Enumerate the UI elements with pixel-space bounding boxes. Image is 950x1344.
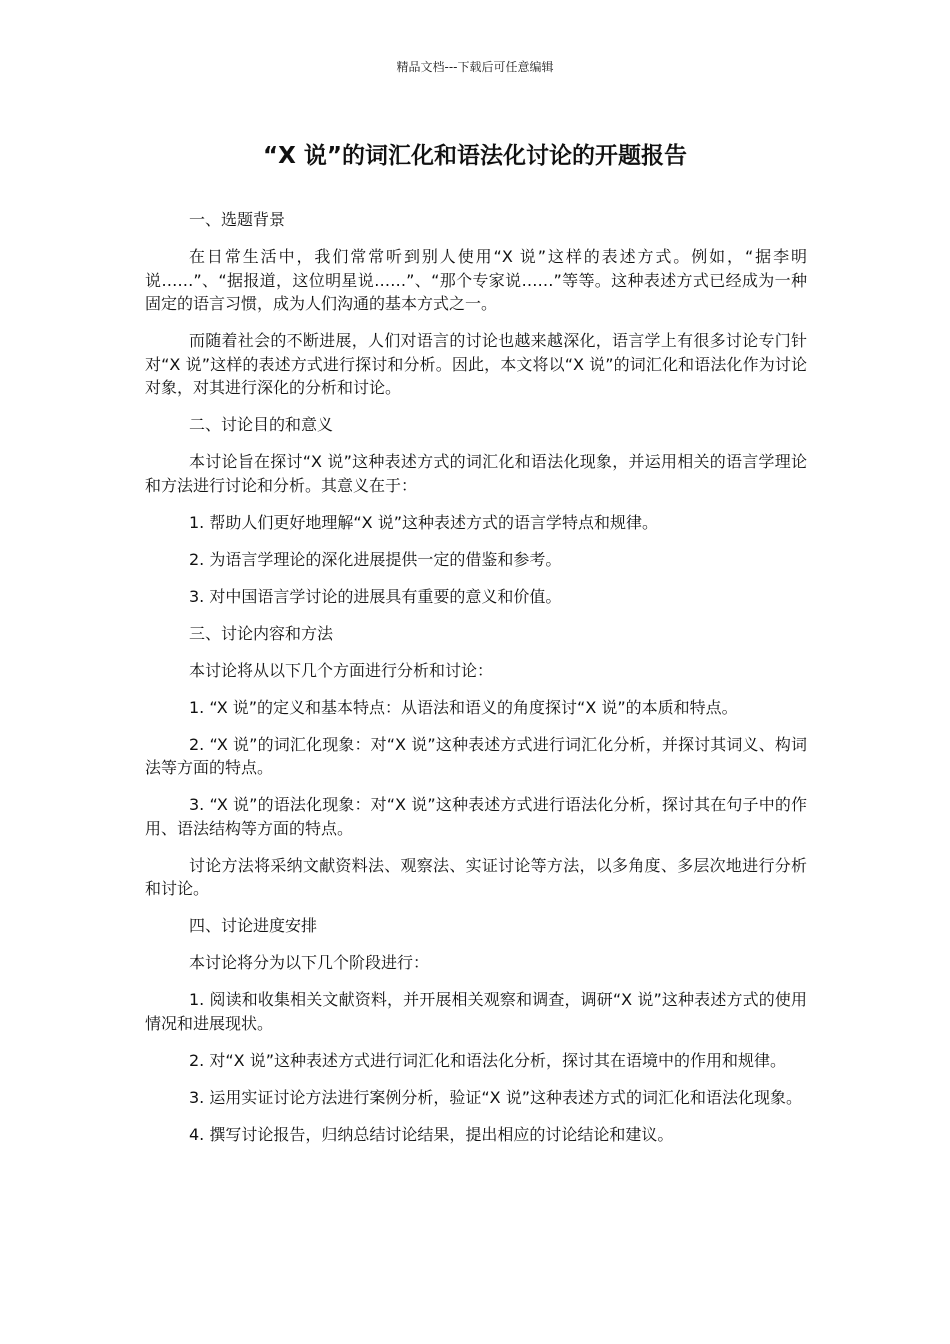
section-heading-content-method: 三、讨论内容和方法 (189, 623, 334, 643)
paragraph: 本讨论将从以下几个方面进行分析和讨论： (189, 660, 494, 680)
list-item: 1. “X 说”的定义和基本特点：从语法和语义的角度探讨“X 说”的本质和特点。 (189, 697, 738, 717)
list-item: 3. 对中国语言学讨论的进展具有重要的意义和价值。 (189, 586, 562, 606)
paragraph: 本讨论将分为以下几个阶段进行： (189, 953, 430, 972)
list-item: 3. 运用实证讨论方法进行案例分析，验证“X 说”这种表述方式的词汇化和语法化现象。 (189, 1087, 802, 1107)
section-heading-schedule: 四、讨论进度安排 (189, 916, 318, 935)
running-header: 精品文档---下载后可任意编辑 (396, 60, 554, 74)
list-item: 1. 阅读和收集相关文献资料，并开展相关观察和调查，调研“X 说”这种表述方式的使用情况和进展现状。 (145, 990, 807, 1033)
paragraph: 而随着社会的不断进展，人们对语言的讨论也越来越深化，语言学上有很多讨论专门针对“X 说”这样的表述方式进行探讨和分析。因此，本文将以“X 说”的词汇化和语法化作为讨论对象，对其进行深化的分析和讨论。 (145, 331, 807, 397)
paragraph: 在日常生活中，我们常常听到别人使用“X 说”这样的表述方式。例如，“据李明说……”、“据报道，这位明星说……”、“那个专家说……”等等。这种表述方式已经成为一种固定的语言习惯，成为人们沟通的基本方式之一。 (145, 247, 807, 313)
paragraph: 本讨论旨在探讨“X 说”这种表述方式的词汇化和语法化现象，并运用相关的语言学理论和方法进行讨论和分析。其意义在于： (145, 452, 807, 495)
list-item: 2. 为语言学理论的深化进展提供一定的借鉴和参考。 (189, 549, 562, 569)
list-item: 4. 撰写讨论报告，归纳总结讨论结果，提出相应的讨论结论和建议。 (189, 1124, 674, 1144)
paragraph: 讨论方法将采纳文献资料法、观察法、实证讨论等方法，以多角度、多层次地进行分析和讨论。 (145, 855, 807, 898)
list-item: 2. 对“X 说”这种表述方式进行词汇化和语法化分析，探讨其在语境中的作用和规律。 (189, 1050, 786, 1070)
document-body (145, 208, 807, 1160)
list-item: 3. “X 说”的语法化现象：对“X 说”这种表述方式进行语法化分析，探讨其在句子中的作用、语法结构等方面的特点。 (145, 795, 807, 838)
section-heading-purpose: 二、讨论目的和意义 (189, 415, 334, 434)
section-heading-background: 一、选题背景 (189, 210, 286, 229)
list-item: 1. 帮助人们更好地理解“X 说”这种表述方式的语言学特点和规律。 (189, 512, 658, 532)
document-title: “X 说”的词汇化和语法化讨论的开题报告 (263, 143, 687, 169)
list-item: 2. “X 说”的词汇化现象：对“X 说”这种表述方式进行词汇化分析，并探讨其词义、构词法等方面的特点。 (145, 734, 807, 777)
